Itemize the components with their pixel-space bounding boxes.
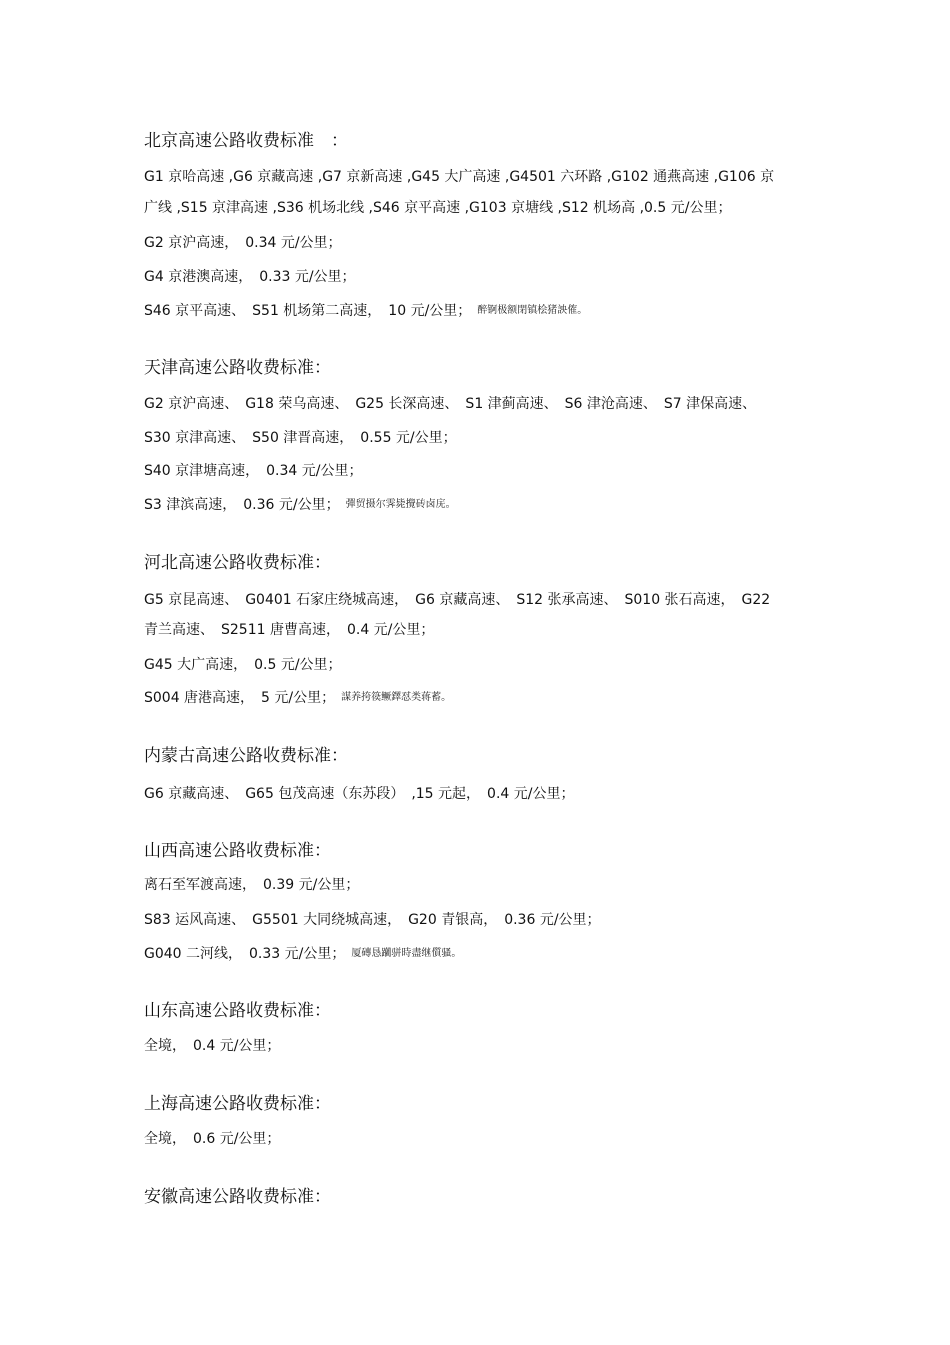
text-line: S40 京津塘高速， 0.34 元/公里；: [144, 463, 363, 479]
section-heading-beijing: 北京高速公路收费标准 ：: [144, 131, 348, 151]
garbled-note: 謀养挎篌鳜鐸怼类蒋蓄。: [341, 692, 452, 703]
section-heading-shandong: 山东高速公路收费标准：: [144, 1001, 331, 1021]
text-line: 全境， 0.4 元/公里；: [144, 1038, 281, 1054]
text-line-main: S46 京平高速、 S51 机场第二高速， 10 元/公里；: [144, 303, 472, 319]
garbled-note: 彈贸摄尔霁毙攪砖卤庑。: [345, 499, 456, 510]
text-line: S30 京津高速、 S50 津晋高速， 0.55 元/公里；: [144, 430, 457, 446]
text-line: S83 运风高速、 G5501 大同绕城高速， G20 青银高， 0.36 元/公里；: [144, 912, 601, 928]
text-line-main: G040 二河线， 0.33 元/公里；: [144, 946, 346, 962]
text-line: [144, 302, 587, 320]
text-line-main: S004 唐港高速， 5 元/公里；: [144, 690, 336, 706]
text-line: G1 京哈高速 ,G6 京藏高速 ,G7 京新高速 ,G45 大广高速 ,G4501 六环路 ,G102 通燕高速 ,G106 京: [144, 169, 775, 185]
section-heading-shanxi: 山西高速公路收费标准：: [144, 841, 331, 861]
text-line: 全境， 0.6 元/公里；: [144, 1131, 281, 1147]
text-line: 广线 ,S15 京津高速 ,S36 机场北线 ,S46 京平高速 ,G103 京塘线 ,S12 机场高 ,0.5 元/公里；: [144, 200, 732, 216]
garbled-note: 厦磚恳躪骈時盡继儨骚。: [351, 948, 462, 959]
section-heading-neimenggu: 内蒙古高速公路收费标准：: [144, 746, 348, 766]
text-line: G2 京沪高速， 0.34 元/公里；: [144, 235, 342, 251]
text-line: G4 京港澳高速， 0.33 元/公里；: [144, 269, 356, 285]
section-heading-shanghai: 上海高速公路收费标准：: [144, 1094, 331, 1114]
text-line: [144, 496, 456, 514]
text-line: [144, 945, 461, 963]
text-line-main: S3 津滨高速， 0.36 元/公里；: [144, 497, 340, 513]
text-line: G2 京沪高速、 G18 荣乌高速、 G25 长深高速、 S1 津蓟高速、 S6 津沧高速、 S7 津保高速、: [144, 396, 757, 412]
text-line: G45 大广高速， 0.5 元/公里；: [144, 657, 342, 673]
section-heading-anhui: 安徽高速公路收费标准：: [144, 1187, 331, 1207]
text-line: G5 京昆高速、 G0401 石家庄绕城高速， G6 京藏高速、 S12 张承高速、 S010 张石高速， G22: [144, 592, 771, 608]
section-heading-tianjin: 天津高速公路收费标准：: [144, 358, 331, 378]
garbled-note: 醉锕极额閉镇桧猪詇傕。: [477, 305, 588, 316]
text-line: G6 京藏高速、 G65 包茂高速（东苏段） ,15 元起， 0.4 元/公里；: [144, 786, 575, 802]
section-heading-hebei: 河北高速公路收费标准：: [144, 553, 331, 573]
text-line: 青兰高速、 S2511 唐曹高速， 0.4 元/公里；: [144, 622, 435, 638]
text-line: [144, 689, 451, 707]
text-line: 离石至军渡高速， 0.39 元/公里；: [144, 877, 360, 893]
